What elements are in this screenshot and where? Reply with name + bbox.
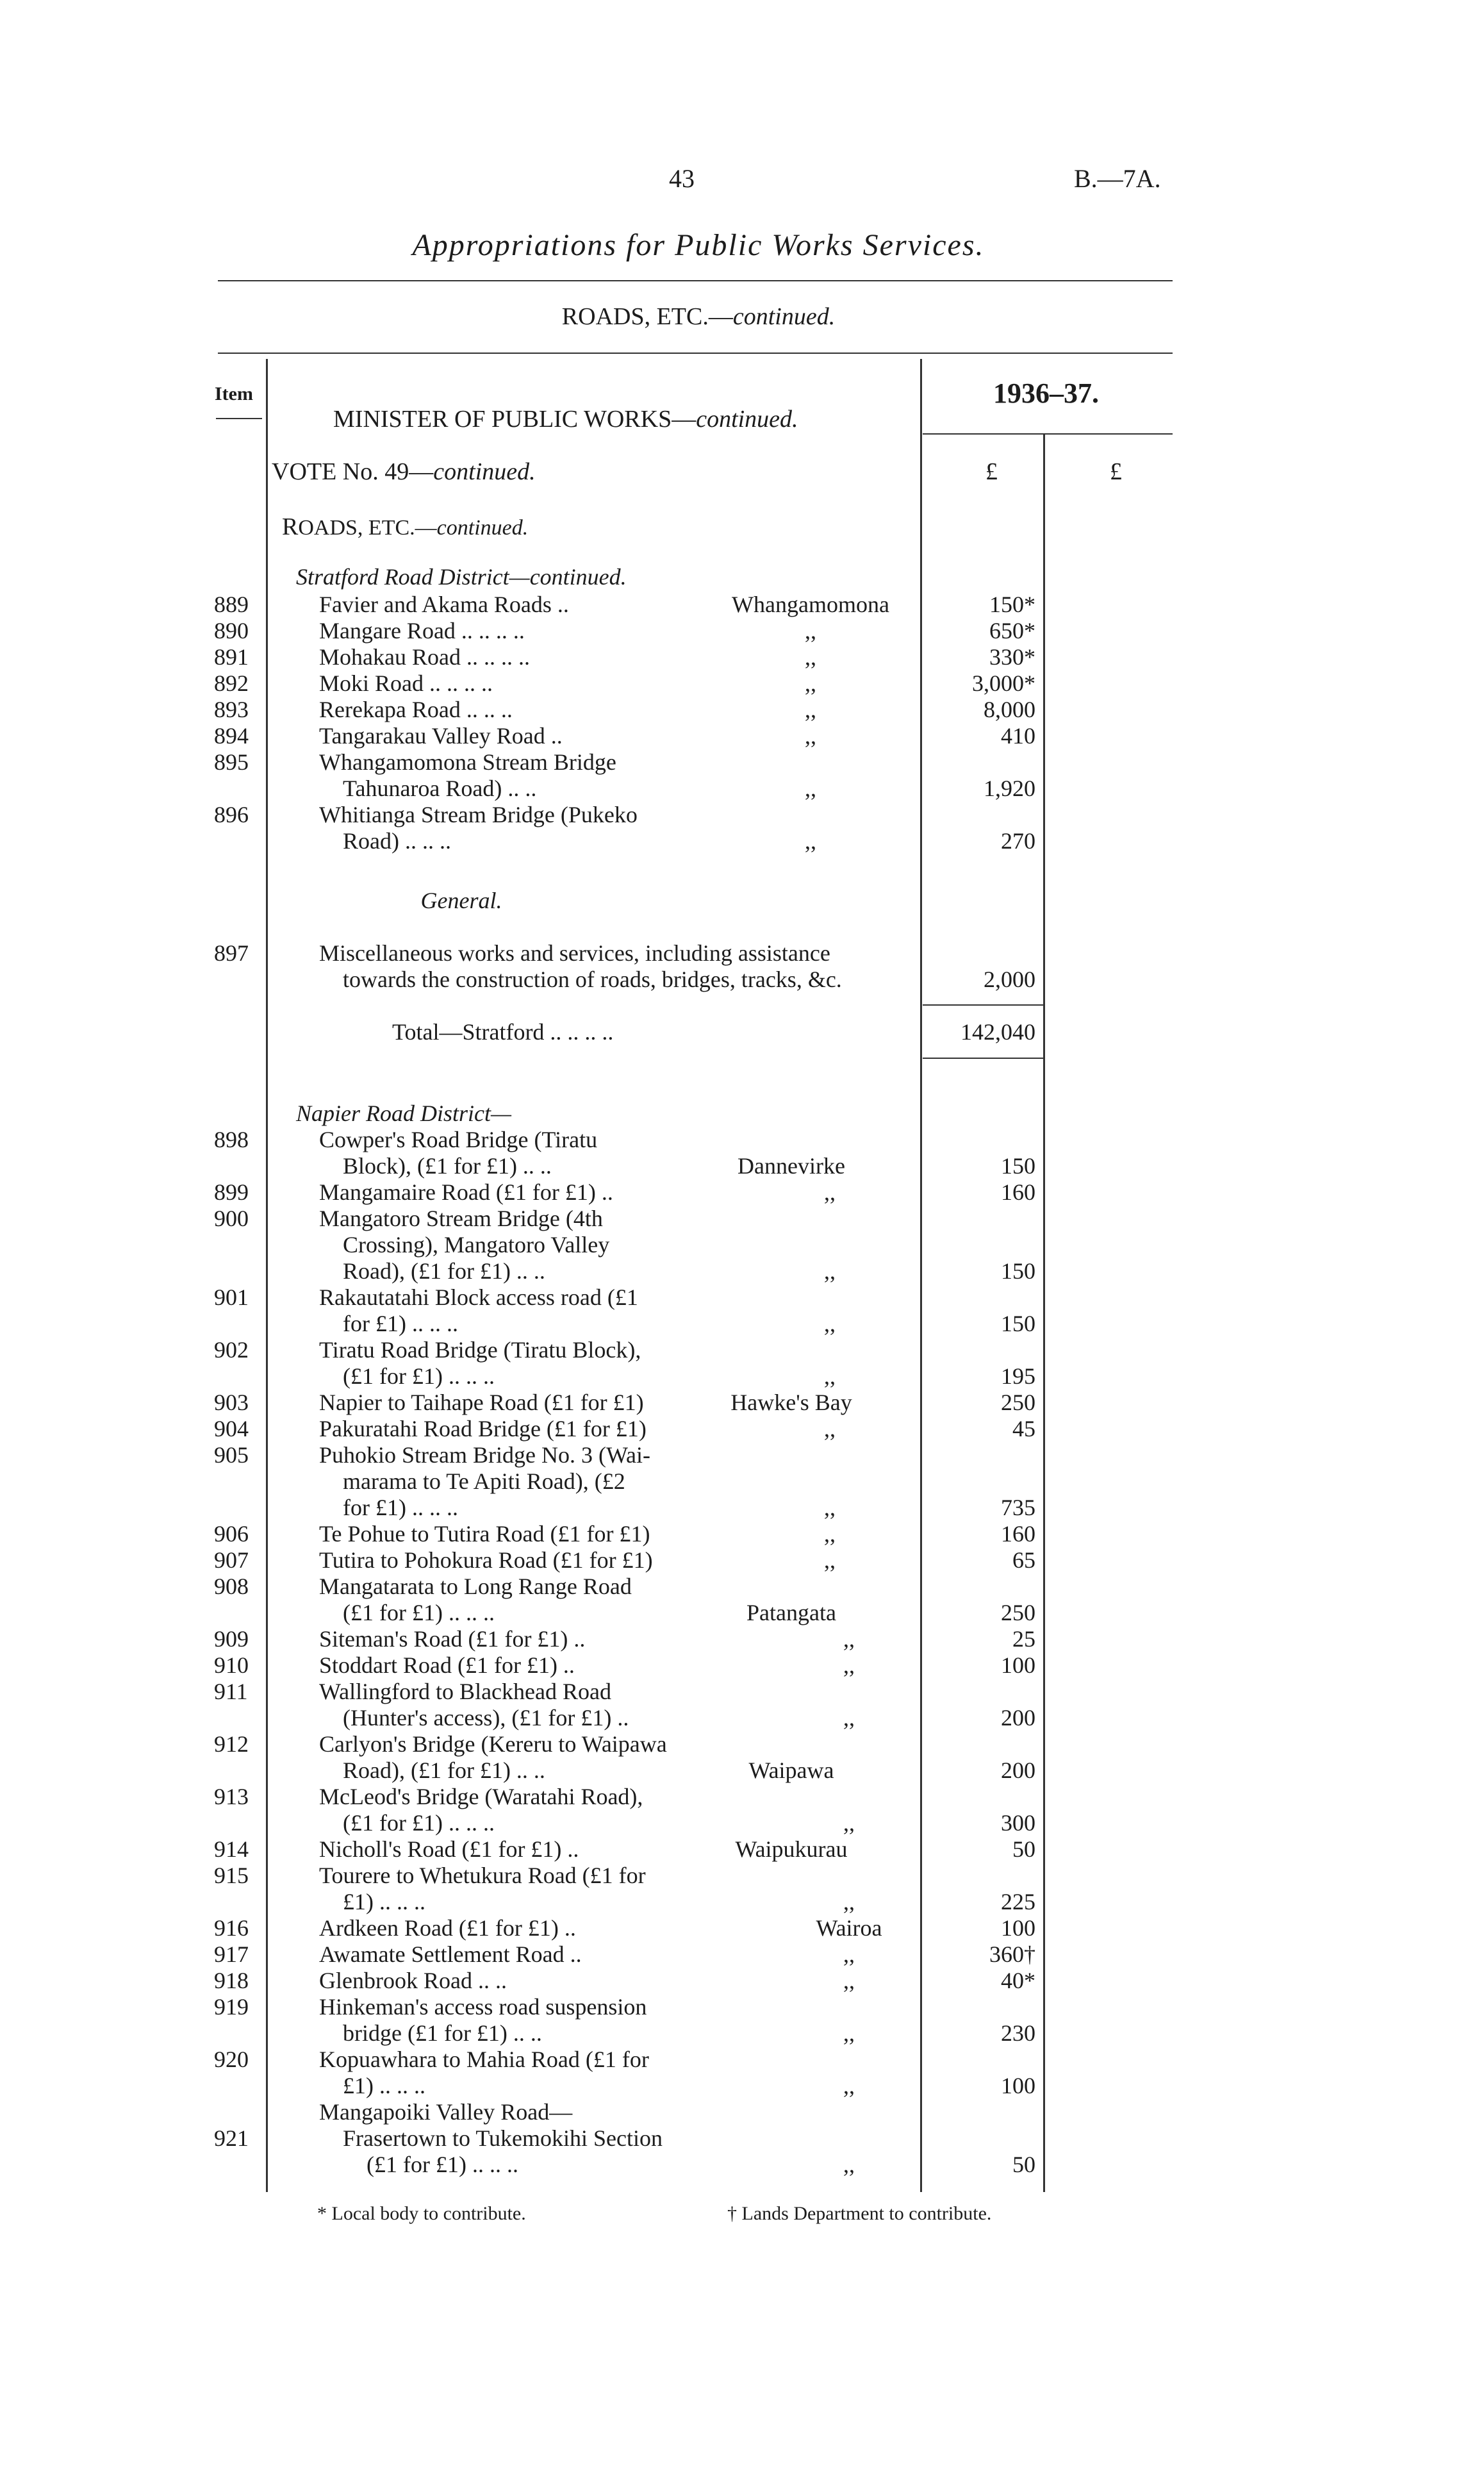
section-heading xyxy=(0,303,1397,331)
item-district: Waipawa xyxy=(748,1757,834,1783)
vote-text: VOTE No. 49— xyxy=(272,458,434,485)
item-number: 900 xyxy=(214,1206,249,1231)
item-district: ,, xyxy=(805,644,816,670)
item-amount: 300 xyxy=(1001,1810,1035,1836)
item-number: 896 xyxy=(214,802,249,827)
item-district: Dannevirke xyxy=(738,1153,845,1179)
roads-subheading xyxy=(282,513,528,541)
item-amount: 8,000 xyxy=(984,697,1035,722)
item-description: Crossing), Mangatoro Valley xyxy=(343,1232,610,1258)
item-amount: 250 xyxy=(1001,1600,1035,1625)
item-description: Mangare Road .. .. .. .. xyxy=(319,618,525,644)
item-number: 913 xyxy=(214,1784,249,1809)
document-reference: B.—7A. xyxy=(1074,164,1161,193)
item-description: Rerekapa Road .. .. .. xyxy=(319,697,513,722)
item-amount: 200 xyxy=(1001,1757,1035,1783)
item-number: 902 xyxy=(214,1337,249,1363)
item-description: Te Pohue to Tutira Road (£1 for £1) xyxy=(319,1521,650,1547)
item-amount: 50 xyxy=(1012,1836,1035,1862)
item-amount: 200 xyxy=(1001,1705,1035,1731)
amount-column-rule xyxy=(1043,433,1045,2192)
item-amount: 330* xyxy=(989,644,1035,670)
item-column-rule xyxy=(266,359,268,2192)
item-district: ,, xyxy=(824,1311,836,1336)
item-description: (Hunter's access), (£1 for £1) .. xyxy=(343,1705,629,1731)
item-number: 906 xyxy=(214,1521,249,1547)
section-continued: continued. xyxy=(732,303,836,330)
item-description: Moki Road .. .. .. .. xyxy=(319,670,493,696)
item-description: Puhokio Stream Bridge No. 3 (Wai- xyxy=(319,1442,651,1468)
item-number: 898 xyxy=(214,1127,249,1152)
item-amount: 40* xyxy=(1001,1968,1035,1993)
item-number: 917 xyxy=(214,1941,249,1967)
ministry-heading xyxy=(333,405,798,433)
item-number: 894 xyxy=(214,723,249,749)
item-amount: 65 xyxy=(1012,1547,1035,1573)
footnote-local-body: * Local body to contribute. xyxy=(317,2203,526,2224)
item-column-header: Item xyxy=(215,383,253,404)
item-description: Mangatoro Stream Bridge (4th xyxy=(319,1206,603,1231)
item-amount: 2,000 xyxy=(984,967,1035,992)
item-description: Wallingford to Blackhead Road xyxy=(319,1679,611,1704)
item-description: Miscellaneous works and services, including assistance xyxy=(319,940,830,966)
item-description: Pakuratahi Road Bridge (£1 for £1) xyxy=(319,1416,647,1441)
item-number: 914 xyxy=(214,1836,249,1862)
item-amount: 50 xyxy=(1012,2152,1035,2177)
item-district: ,, xyxy=(824,1547,836,1573)
item-number: 901 xyxy=(214,1284,249,1310)
item-description: Stoddart Road (£1 for £1) .. xyxy=(319,1652,575,1678)
item-district: ,, xyxy=(805,828,816,854)
item-number: 897 xyxy=(214,940,249,966)
item-number: 915 xyxy=(214,1863,249,1888)
item-description: Frasertown to Tukemokihi Section xyxy=(343,2125,663,2151)
item-description: £1) .. .. .. xyxy=(343,1889,425,1915)
item-number: 908 xyxy=(214,1574,249,1599)
item-number: 921 xyxy=(214,2125,249,2151)
item-number: 899 xyxy=(214,1179,249,1205)
item-district: ,, xyxy=(824,1521,836,1547)
item-description: bridge (£1 for £1) .. .. xyxy=(343,2020,542,2046)
item-description: Mangapoiki Valley Road— xyxy=(319,2099,573,2125)
item-description: Siteman's Road (£1 for £1) .. xyxy=(319,1626,586,1652)
item-amount: 195 xyxy=(1001,1363,1035,1389)
item-amount: 3,000* xyxy=(972,670,1035,696)
item-district: ,, xyxy=(843,2152,855,2177)
item-amount: 150* xyxy=(989,592,1035,617)
item-number: 893 xyxy=(214,697,249,722)
district-heading: Stratford Road District—continued. xyxy=(296,564,627,590)
item-district: Waipukurau xyxy=(735,1836,848,1862)
item-district: ,, xyxy=(805,776,816,801)
title-rule xyxy=(218,280,1173,281)
item-description: Glenbrook Road .. .. xyxy=(319,1968,507,1993)
year-header-rule xyxy=(923,433,1173,435)
item-district: ,, xyxy=(824,1258,836,1284)
item-amount: 160 xyxy=(1001,1179,1035,1205)
item-description: Ardkeen Road (£1 for £1) .. xyxy=(319,1915,576,1941)
item-number: 909 xyxy=(214,1626,249,1652)
item-header-rule xyxy=(216,418,262,419)
item-number: 919 xyxy=(214,1994,249,2020)
total-label: Total—Stratford .. .. .. .. xyxy=(392,1019,614,1045)
footnote-lands-department: † Lands Department to contribute. xyxy=(727,2203,992,2224)
district-heading: Napier Road District— xyxy=(296,1101,512,1126)
section-heading-text: ROADS, ETC.— xyxy=(561,303,733,330)
item-description: Mohakau Road .. .. .. .. xyxy=(319,644,530,670)
item-amount: 735 xyxy=(1001,1495,1035,1520)
item-district: ,, xyxy=(843,1705,855,1731)
item-amount: 225 xyxy=(1001,1889,1035,1915)
item-description: Whitianga Stream Bridge (Pukeko xyxy=(319,802,638,827)
item-district: ,, xyxy=(843,1889,855,1915)
item-district: ,, xyxy=(824,1363,836,1389)
item-number: 920 xyxy=(214,2047,249,2072)
item-description: Carlyon's Bridge (Kereru to Waipawa xyxy=(319,1731,667,1757)
item-district: ,, xyxy=(805,697,816,722)
item-description: (£1 for £1) .. .. .. xyxy=(343,1810,495,1836)
item-amount: 100 xyxy=(1001,2073,1035,2098)
item-amount: 45 xyxy=(1012,1416,1035,1441)
vote-line xyxy=(272,458,536,486)
item-description: marama to Te Apiti Road), (£2 xyxy=(343,1468,625,1494)
item-district: Wairoa xyxy=(816,1915,882,1941)
item-description: Tourere to Whetukura Road (£1 for xyxy=(319,1863,646,1888)
item-district: ,, xyxy=(824,1495,836,1520)
pound-sign-column-2: £ xyxy=(1110,458,1122,485)
item-description: Hinkeman's access road suspension xyxy=(319,1994,647,2020)
item-description: (£1 for £1) .. .. .. xyxy=(367,2152,518,2177)
item-description: Tangarakau Valley Road .. xyxy=(319,723,563,749)
item-description: Road), (£1 for £1) .. .. xyxy=(343,1757,545,1783)
item-number: 889 xyxy=(214,592,249,617)
section-rule xyxy=(218,353,1173,354)
item-amount: 100 xyxy=(1001,1915,1035,1941)
item-number: 895 xyxy=(214,749,249,775)
item-number: 912 xyxy=(214,1731,249,1757)
item-district: ,, xyxy=(843,1810,855,1836)
roads-initial: R xyxy=(282,513,299,540)
item-amount: 150 xyxy=(1001,1153,1035,1179)
item-district: ,, xyxy=(805,723,816,749)
item-description: Awamate Settlement Road .. xyxy=(319,1941,582,1967)
item-district: ,, xyxy=(843,2073,855,2098)
item-description: £1) .. .. .. xyxy=(343,2073,425,2098)
item-description: McLeod's Bridge (Waratahi Road), xyxy=(319,1784,643,1809)
item-district: ,, xyxy=(843,1941,855,1967)
item-description: Tiratu Road Bridge (Tiratu Block), xyxy=(319,1337,641,1363)
item-description: Rakautatahi Block access road (£1 xyxy=(319,1284,638,1310)
item-number: 911 xyxy=(214,1679,248,1704)
item-amount: 410 xyxy=(1001,723,1035,749)
item-number: 910 xyxy=(214,1652,249,1678)
total-amount: 142,040 xyxy=(960,1019,1035,1045)
item-number: 907 xyxy=(214,1547,249,1573)
item-amount: 150 xyxy=(1001,1311,1035,1336)
item-description: (£1 for £1) .. .. .. xyxy=(343,1363,495,1389)
item-number: 916 xyxy=(214,1915,249,1941)
item-description: Favier and Akama Roads .. xyxy=(319,592,569,617)
item-amount: 150 xyxy=(1001,1258,1035,1284)
item-description: Mangamaire Road (£1 for £1) .. xyxy=(319,1179,613,1205)
item-amount: 250 xyxy=(1001,1390,1035,1415)
item-district: Patangata xyxy=(746,1600,836,1625)
item-number: 891 xyxy=(214,644,249,670)
vote-continued: continued. xyxy=(433,458,536,485)
item-amount: 230 xyxy=(1001,2020,1035,2046)
item-description: Block), (£1 for £1) .. .. xyxy=(343,1153,552,1179)
roads-text: OADS, ETC.— xyxy=(298,516,437,540)
item-number: 903 xyxy=(214,1390,249,1415)
general-heading: General. xyxy=(420,888,502,913)
item-description: Nicholl's Road (£1 for £1) .. xyxy=(319,1836,579,1862)
item-district: ,, xyxy=(805,670,816,696)
item-district: ,, xyxy=(824,1416,836,1441)
item-description: Tutira to Pohokura Road (£1 for £1) xyxy=(319,1547,653,1573)
item-amount: 650* xyxy=(989,618,1035,644)
item-district: Hawke's Bay xyxy=(730,1390,852,1415)
description-column-rule xyxy=(920,359,922,2192)
item-amount: 25 xyxy=(1012,1626,1035,1652)
item-district: ,, xyxy=(843,2020,855,2046)
roads-continued: continued. xyxy=(436,516,529,540)
item-district: ,, xyxy=(824,1179,836,1205)
item-number: 892 xyxy=(214,670,249,696)
item-description: for £1) .. .. .. xyxy=(343,1495,458,1520)
item-description: Kopuawhara to Mahia Road (£1 for xyxy=(319,2047,649,2072)
item-description: (£1 for £1) .. .. .. xyxy=(343,1600,495,1625)
total-rule xyxy=(923,1058,1044,1059)
item-district: ,, xyxy=(843,1652,855,1678)
page-number: 43 xyxy=(669,164,695,193)
item-description: Cowper's Road Bridge (Tiratu xyxy=(319,1127,598,1152)
item-description: Whangamomona Stream Bridge xyxy=(319,749,616,775)
item-description: Mangatarata to Long Range Road xyxy=(319,1574,632,1599)
item-description: towards the construction of roads, bridges, tracks, &c. xyxy=(343,967,842,992)
item-description: Road) .. .. .. xyxy=(343,828,451,854)
page-title: Appropriations for Public Works Services. xyxy=(412,228,985,262)
ministry-continued: continued. xyxy=(696,406,798,433)
ministry-heading-text: MINISTER OF PUBLIC WORKS— xyxy=(333,406,697,433)
item-description: Napier to Taihape Road (£1 for £1) xyxy=(319,1390,644,1415)
item-district: Whangamomona xyxy=(732,592,889,617)
year-column-header: 1936–37. xyxy=(993,378,1099,409)
item-description: Tahunaroa Road) .. .. xyxy=(343,776,537,801)
item-amount: 360† xyxy=(989,1941,1035,1967)
item-number: 905 xyxy=(214,1442,249,1468)
subtotal-rule xyxy=(923,1004,1044,1006)
item-number: 904 xyxy=(214,1416,249,1441)
item-description: for £1) .. .. .. xyxy=(343,1311,458,1336)
item-number: 890 xyxy=(214,618,249,644)
item-number: 918 xyxy=(214,1968,249,1993)
item-amount: 100 xyxy=(1001,1652,1035,1678)
item-district: ,, xyxy=(805,618,816,644)
pound-sign-column-1: £ xyxy=(985,458,998,485)
item-district: ,, xyxy=(843,1968,855,1993)
item-amount: 160 xyxy=(1001,1521,1035,1547)
item-amount: 1,920 xyxy=(984,776,1035,801)
item-amount: 270 xyxy=(1001,828,1035,854)
item-description: Road), (£1 for £1) .. .. xyxy=(343,1258,545,1284)
item-district: ,, xyxy=(843,1626,855,1652)
